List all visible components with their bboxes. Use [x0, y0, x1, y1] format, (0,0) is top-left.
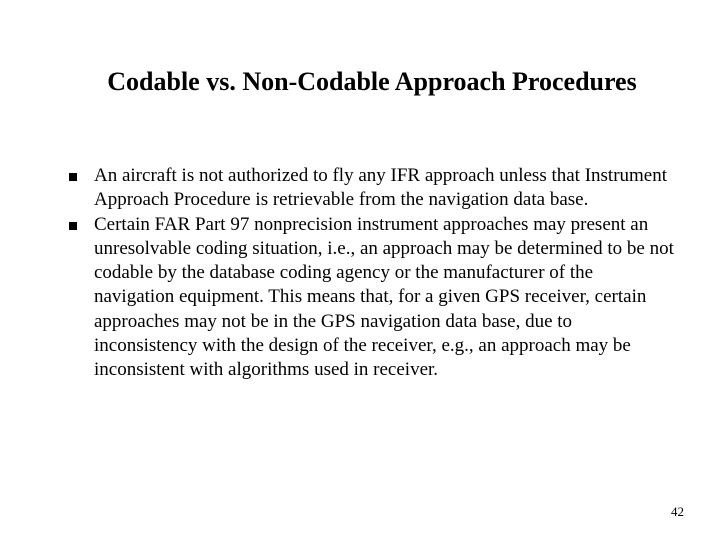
slide-title: Codable vs. Non-Codable Approach Procedures	[107, 67, 637, 96]
page-number: 42	[671, 504, 684, 519]
bullet-text: Certain FAR Part 97 nonprecision instrument approaches may present an unresolvable coding situation, i.e., an approach may be determined to be not codable by the database coding agency or the manufacturer of the navigation equipment. This means that, for a given GPS receiver, certain approaches may not be in the GPS navigation data base, due to inconsistency with the design of the receiver, e.g., an approach may be inconsistent with algorithms used in receiver.	[94, 213, 674, 381]
bullet-text: An aircraft is not authorized to fly any IFR approach unless that Instrument Approach Procedure is retrievable from the navigation data base.	[94, 165, 668, 211]
bullet-item	[64, 213, 674, 383]
bullet-item	[64, 164, 674, 213]
bullet-list	[64, 164, 674, 383]
square-bullet-icon	[69, 222, 77, 230]
square-bullet-icon	[69, 173, 77, 181]
